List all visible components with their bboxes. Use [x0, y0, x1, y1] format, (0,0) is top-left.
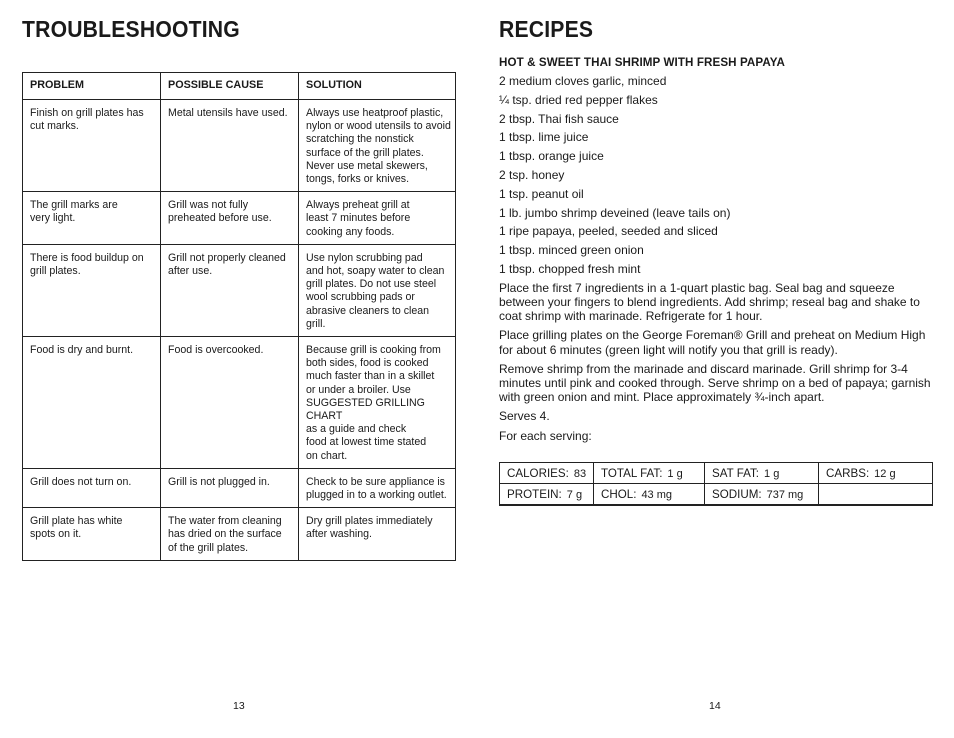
- troubleshooting-title: TROUBLESHOOTING: [22, 16, 240, 42]
- cause-cell: The water from cleaning has dried on the surface of the grill plates.: [168, 515, 282, 554]
- nutrition-label: TOTAL FAT:: [601, 466, 663, 480]
- header-problem: PROBLEM: [23, 73, 161, 100]
- cause-cell: Grill is not plugged in.: [168, 475, 270, 488]
- nutrition-label: CALORIES:: [507, 466, 569, 480]
- ingredient-line: 2 tsp. honey: [499, 167, 565, 182]
- nutrition-cell: [819, 463, 933, 484]
- nutrition-cell: [705, 484, 819, 506]
- table-row: [23, 100, 456, 192]
- nutrition-label: CHOL:: [601, 487, 637, 501]
- table-row: [23, 508, 456, 561]
- troubleshooting-table: [22, 72, 456, 561]
- nutrition-row: [500, 463, 933, 484]
- ingredient-line: 1 tbsp. chopped fresh mint: [499, 261, 641, 276]
- ingredient-line: 2 tbsp. Thai fish sauce: [499, 111, 619, 126]
- direction-paragraph: Place the first 7 ingredients in a 1-quart plastic bag. Seal bag and squeeze between your fingers to blend ingredients. Add shrimp; reseal bag and shake to coat shrimp with marinade. Refrigerate for 1 hour.: [499, 280, 920, 324]
- page-number-right: 14: [709, 700, 721, 712]
- page-number-left: 13: [233, 700, 245, 712]
- solution-cell: Because grill is cooking from both sides, food is cooked much faster than in a skillet or under a broiler. Use SUGGESTED GRILLING CHART as a guide and check food at lowest time stated on chart.: [306, 344, 441, 462]
- ingredient-line: 2 medium cloves garlic, minced: [499, 74, 667, 88]
- nutrition-value: 737 mg: [766, 488, 804, 501]
- problem-cell: Grill plate has white spots on it.: [30, 515, 123, 541]
- nutrition-cell: [500, 463, 594, 484]
- table-row: [23, 337, 456, 469]
- cause-cell: Grill not properly cleaned after use.: [168, 251, 286, 278]
- nutrition-label: SODIUM:: [712, 487, 762, 501]
- table-row: [23, 244, 456, 336]
- ingredient-line: 1 lb. jumbo shrimp deveined (leave tails on): [499, 205, 731, 220]
- recipes-title: RECIPES: [499, 16, 594, 42]
- problem-cell: Grill does not turn on.: [30, 475, 132, 488]
- nutrition-value: 43 mg: [641, 488, 673, 501]
- ingredient-line: 1 tbsp. minced green onion: [499, 243, 644, 258]
- ingredient-line: 1 tbsp. orange juice: [499, 149, 604, 164]
- nutrition-cell: [594, 484, 705, 506]
- header-possible-cause: POSSIBLE CAUSE: [161, 73, 299, 100]
- table-row: [23, 468, 456, 507]
- nutrition-value: 12 g: [874, 467, 896, 480]
- ingredient-line: 1 ripe papaya, peeled, seeded and sliced: [499, 224, 718, 239]
- ingredient-line: 1 tbsp. lime juice: [499, 130, 589, 145]
- nutrition-value: 1 g: [764, 467, 780, 480]
- servings-line: Serves 4.: [499, 409, 550, 424]
- table-row: [23, 192, 456, 245]
- per-serving-line: For each serving:: [499, 428, 592, 443]
- problem-cell: Food is dry and burnt.: [30, 344, 134, 357]
- nutrition-value: 7 g: [566, 488, 583, 501]
- nutrition-label: PROTEIN:: [507, 487, 562, 501]
- nutrition-value: 1 g: [667, 467, 683, 480]
- recipe-name: HOT & SWEET THAI SHRIMP WITH FRESH PAPAYA: [499, 56, 786, 69]
- cause-cell: Metal utensils have used.: [168, 107, 288, 119]
- table-header-row: [23, 73, 456, 100]
- problem-cell: The grill marks are very light.: [30, 199, 118, 225]
- solution-cell: Always use heatproof plastic, nylon or wood utensils to avoid scratching the nonstick surface of the grill plates. Never use metal skewers, tongs, forks or knives.: [306, 107, 451, 186]
- cause-cell: Food is overcooked.: [168, 344, 264, 357]
- problem-cell: Finish on grill plates has cut marks.: [30, 107, 144, 133]
- nutrition-cell: [819, 484, 933, 506]
- direction-paragraph: Remove shrimp from the marinade and discard marinade. Grill shrimp for 3-4 minutes until pink and cooked through. Serve shrimp on a bed of papaya; garnish with green onion and mint. Place approximately ¾-inch apart.: [499, 361, 931, 405]
- nutrition-cell: [594, 463, 705, 484]
- solution-cell: Always preheat grill at least 7 minutes before cooking any foods.: [306, 199, 411, 238]
- page-right: [499, 0, 933, 738]
- ingredient-line: 1 tsp. peanut oil: [499, 186, 584, 201]
- cause-cell: Grill was not fully preheated before use.: [168, 199, 272, 225]
- solution-cell: Dry grill plates immediately after washing.: [306, 515, 433, 541]
- nutrition-label: CARBS:: [826, 466, 870, 480]
- solution-cell: Check to be sure appliance is plugged in to a working outlet.: [306, 475, 447, 502]
- nutrition-label: SAT FAT:: [712, 466, 760, 480]
- problem-cell: There is food buildup on grill plates.: [30, 251, 144, 278]
- page-left: [22, 0, 456, 738]
- nutrition-row: [500, 484, 933, 506]
- nutrition-table: [499, 462, 933, 506]
- nutrition-value: 83: [573, 467, 587, 480]
- nutrition-cell: [705, 463, 819, 484]
- header-solution: SOLUTION: [299, 73, 456, 100]
- direction-paragraph: Place grilling plates on the George Foreman® Grill and preheat on Medium High for about 6 minutes (green light will notify you that grill is ready).: [499, 328, 926, 357]
- nutrition-cell: [500, 484, 594, 506]
- recipe-body: [499, 74, 933, 448]
- solution-cell: Use nylon scrubbing pad and hot, soapy water to clean grill plates. Do not use steel wool scrubbing pads or abrasive cleaners to clean grill.: [306, 251, 445, 330]
- ingredient-line: ¼ tsp. dried red pepper flakes: [499, 92, 658, 107]
